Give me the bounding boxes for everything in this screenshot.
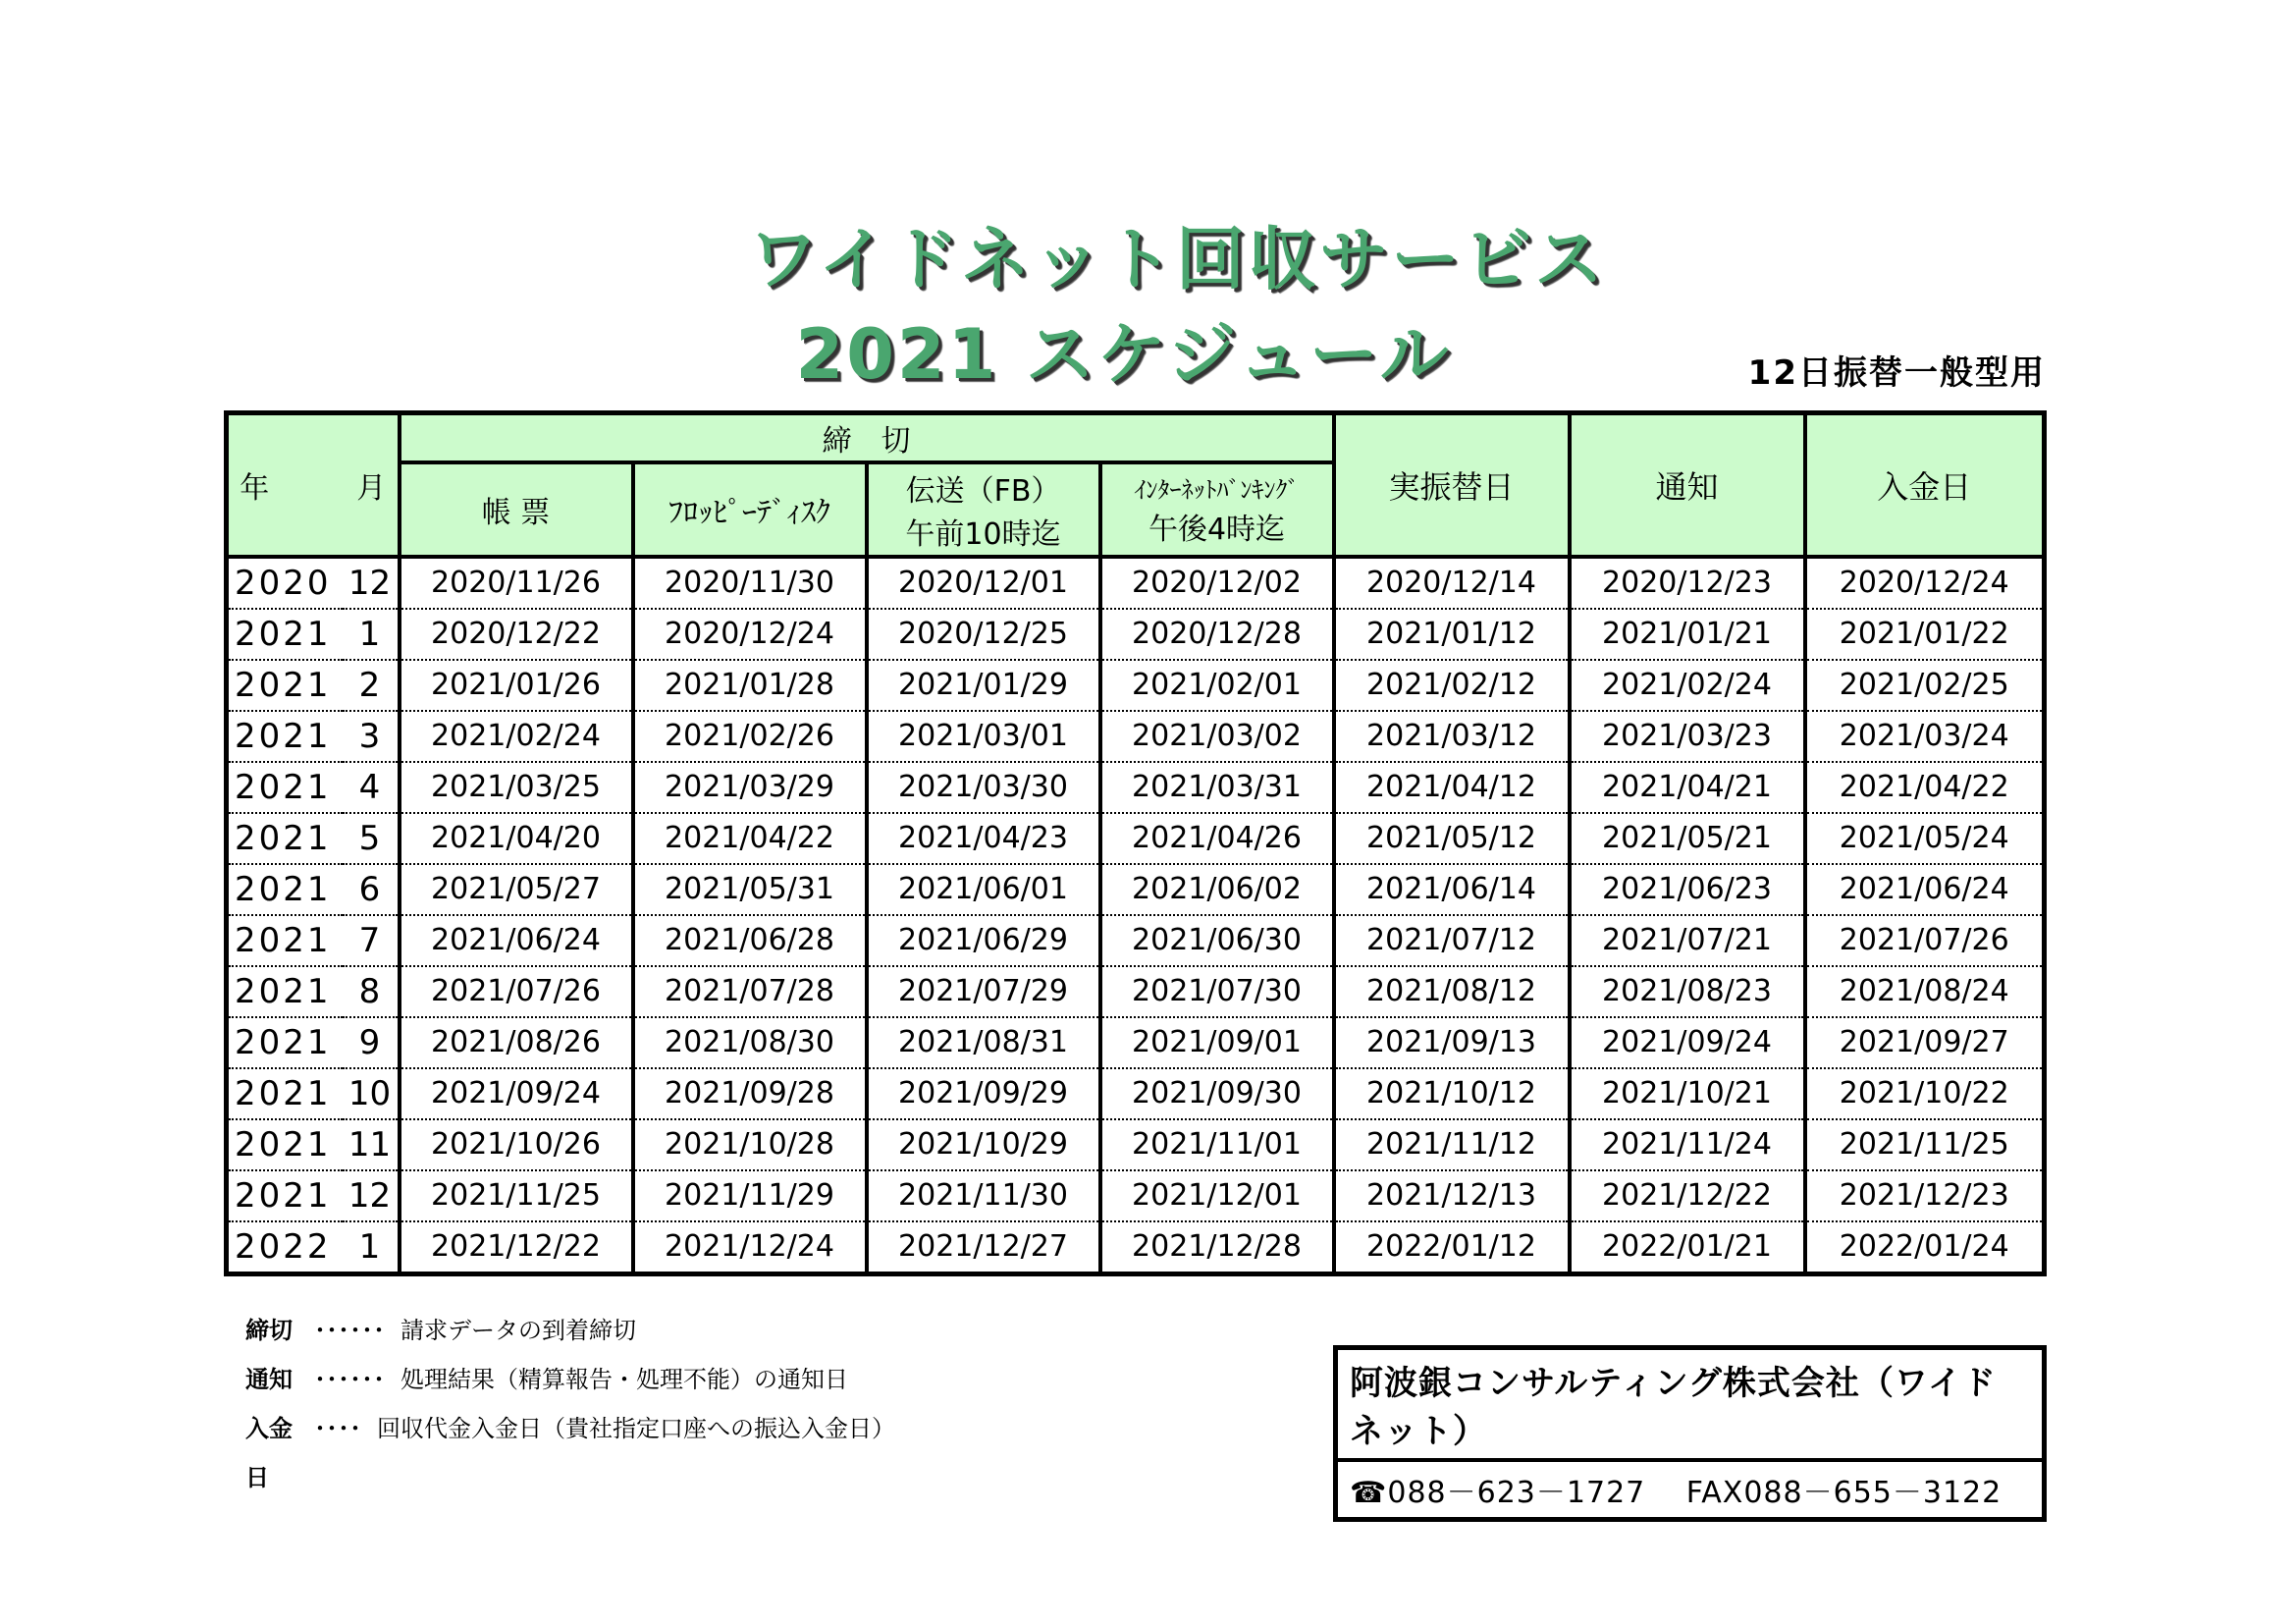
date-cell: 2021/12/23 (1805, 1170, 2045, 1221)
year-cell: 2021 (227, 1119, 343, 1170)
table-row (227, 966, 2045, 1017)
date-cell: 2020/12/24 (1805, 557, 2045, 609)
date-cell: 2021/05/27 (400, 864, 633, 915)
company-box (1333, 1345, 2047, 1522)
date-cell: 2021/07/12 (1334, 915, 1570, 966)
date-cell: 2021/06/02 (1100, 864, 1334, 915)
month-cell: 3 (343, 711, 400, 762)
month-cell: 10 (343, 1068, 400, 1119)
date-cell: 2021/03/25 (400, 762, 633, 813)
date-cell: 2021/06/24 (1805, 864, 2045, 915)
date-cell: 2022/01/12 (1334, 1221, 1570, 1274)
date-cell: 2021/03/31 (1100, 762, 1334, 813)
date-cell: 2021/09/29 (867, 1068, 1100, 1119)
month-cell: 5 (343, 813, 400, 864)
month-cell: 7 (343, 915, 400, 966)
notice-date-header: 通知 (1570, 413, 1805, 557)
month-cell: 4 (343, 762, 400, 813)
year-cell: 2021 (227, 1068, 343, 1119)
year-cell: 2021 (227, 609, 343, 660)
date-cell: 2021/08/31 (867, 1017, 1100, 1068)
date-cell: 2021/03/24 (1805, 711, 2045, 762)
date-cell: 2021/01/29 (867, 660, 1100, 711)
deadline-header-internet-time: 午後4時迄 (1148, 513, 1286, 547)
date-cell: 2021/03/29 (633, 762, 867, 813)
date-cell: 2020/12/28 (1100, 609, 1334, 660)
date-cell: 2022/01/21 (1570, 1221, 1805, 1274)
date-cell: 2021/06/23 (1570, 864, 1805, 915)
date-cell: 2021/03/02 (1100, 711, 1334, 762)
date-cell: 2021/04/21 (1570, 762, 1805, 813)
date-cell: 2021/04/20 (400, 813, 633, 864)
date-cell: 2021/03/12 (1334, 711, 1570, 762)
date-cell: 2020/11/26 (400, 557, 633, 609)
note-dots: ････ (314, 1415, 361, 1442)
date-cell: 2021/07/29 (867, 966, 1100, 1017)
deadline-header-fb (867, 462, 1100, 557)
date-cell: 2021/11/24 (1570, 1119, 1805, 1170)
month-cell: 1 (343, 609, 400, 660)
month-header-label: 月 (356, 470, 387, 506)
date-cell: 2021/03/30 (867, 762, 1100, 813)
date-cell: 2020/12/01 (867, 557, 1100, 609)
table-row (227, 711, 2045, 762)
date-cell: 2021/12/13 (1334, 1170, 1570, 1221)
date-cell: 2021/08/24 (1805, 966, 2045, 1017)
date-cell: 2021/02/26 (633, 711, 867, 762)
year-cell: 2021 (227, 813, 343, 864)
date-cell: 2021/08/12 (1334, 966, 1570, 1017)
note-notice (245, 1355, 895, 1404)
month-cell: 9 (343, 1017, 400, 1068)
month-cell: 6 (343, 864, 400, 915)
date-cell: 2021/09/24 (1570, 1017, 1805, 1068)
year-cell: 2022 (227, 1221, 343, 1274)
table-row (227, 557, 2045, 609)
page-subtitle-year: 2021 スケジュール (795, 314, 1452, 395)
deadline-group-header: 締 切 (400, 413, 1334, 462)
year-cell: 2021 (227, 864, 343, 915)
date-cell: 2021/05/31 (633, 864, 867, 915)
date-cell: 2021/02/24 (400, 711, 633, 762)
notes-legend (245, 1306, 895, 1502)
table-row (227, 813, 2045, 864)
date-cell: 2021/12/22 (400, 1221, 633, 1274)
date-cell: 2020/12/24 (633, 609, 867, 660)
table-row (227, 1221, 2045, 1274)
date-cell: 2021/04/22 (1805, 762, 2045, 813)
note-key: 通知 (245, 1366, 293, 1393)
date-cell: 2021/10/28 (633, 1119, 867, 1170)
date-cell: 2021/06/14 (1334, 864, 1570, 915)
deadline-header-internet-label: ｲﾝﾀｰﾈｯﾄﾊﾞﾝｷﾝｸﾞ (1134, 476, 1300, 504)
note-deposit (245, 1404, 895, 1502)
year-cell: 2021 (227, 915, 343, 966)
date-cell: 2021/06/24 (400, 915, 633, 966)
month-cell: 11 (343, 1119, 400, 1170)
deadline-header-fb-time: 午前10時迄 (905, 516, 1061, 552)
date-cell: 2021/09/30 (1100, 1068, 1334, 1119)
date-cell: 2021/07/26 (400, 966, 633, 1017)
table-row (227, 1068, 2045, 1119)
deadline-header-slip-label: 帳 票 (481, 495, 551, 530)
table-row (227, 915, 2045, 966)
year-month-header (227, 413, 400, 557)
date-cell: 2020/12/23 (1570, 557, 1805, 609)
date-cell: 2020/11/30 (633, 557, 867, 609)
table-row (227, 1119, 2045, 1170)
date-cell: 2021/01/22 (1805, 609, 2045, 660)
table-row (227, 660, 2045, 711)
page-title: ワイドネット回収サービス (748, 219, 1607, 299)
deadline-header-slip (400, 462, 633, 557)
date-cell: 2021/07/28 (633, 966, 867, 1017)
date-cell: 2021/07/21 (1570, 915, 1805, 966)
date-cell: 2021/05/21 (1570, 813, 1805, 864)
date-cell: 2021/10/21 (1570, 1068, 1805, 1119)
date-cell: 2021/02/24 (1570, 660, 1805, 711)
note-text: 請求データの到着締切 (400, 1317, 636, 1344)
table-row (227, 609, 2045, 660)
date-cell: 2021/01/21 (1570, 609, 1805, 660)
month-cell: 1 (343, 1221, 400, 1274)
date-cell: 2021/04/23 (867, 813, 1100, 864)
date-cell: 2021/03/01 (867, 711, 1100, 762)
date-cell: 2021/05/24 (1805, 813, 2045, 864)
date-cell: 2020/12/14 (1334, 557, 1570, 609)
table-row (227, 1017, 2045, 1068)
date-cell: 2021/10/12 (1334, 1068, 1570, 1119)
date-cell: 2021/11/29 (633, 1170, 867, 1221)
date-cell: 2021/02/25 (1805, 660, 2045, 711)
year-cell: 2021 (227, 762, 343, 813)
date-cell: 2021/03/23 (1570, 711, 1805, 762)
date-cell: 2021/09/01 (1100, 1017, 1334, 1068)
date-cell: 2021/11/25 (1805, 1119, 2045, 1170)
date-cell: 2020/12/02 (1100, 557, 1334, 609)
note-dots: ･･････ (314, 1366, 385, 1393)
date-cell: 2021/11/12 (1334, 1119, 1570, 1170)
transfer-date-header: 実振替日 (1334, 413, 1570, 557)
date-cell: 2021/12/24 (633, 1221, 867, 1274)
year-header-label: 年 (240, 470, 270, 506)
deadline-header-floppy (633, 462, 867, 557)
note-key: 締切 (245, 1317, 293, 1344)
date-cell: 2021/09/13 (1334, 1017, 1570, 1068)
note-key: 入金日 (245, 1415, 293, 1491)
date-cell: 2021/08/23 (1570, 966, 1805, 1017)
year-cell: 2020 (227, 557, 343, 609)
date-cell: 2021/06/28 (633, 915, 867, 966)
month-cell: 2 (343, 660, 400, 711)
schedule-type-label: 12日振替一般型用 (1747, 353, 2046, 393)
note-text: 回収代金入金日（貴社指定口座への振込入金日） (377, 1415, 895, 1442)
year-cell: 2021 (227, 711, 343, 762)
date-cell: 2020/12/22 (400, 609, 633, 660)
date-cell: 2021/05/12 (1334, 813, 1570, 864)
date-cell: 2021/12/28 (1100, 1221, 1334, 1274)
date-cell: 2021/04/26 (1100, 813, 1334, 864)
year-cell: 2021 (227, 1017, 343, 1068)
date-cell: 2021/02/01 (1100, 660, 1334, 711)
date-cell: 2021/10/26 (400, 1119, 633, 1170)
date-cell: 2021/01/26 (400, 660, 633, 711)
date-cell: 2021/08/26 (400, 1017, 633, 1068)
deadline-header-fb-label: 伝送（FB） (905, 473, 1061, 509)
date-cell: 2021/11/01 (1100, 1119, 1334, 1170)
note-text: 処理結果（精算報告・処理不能）の通知日 (400, 1366, 848, 1393)
date-cell: 2021/10/22 (1805, 1068, 2045, 1119)
date-cell: 2021/02/12 (1334, 660, 1570, 711)
date-cell: 2021/04/12 (1334, 762, 1570, 813)
date-cell: 2021/09/28 (633, 1068, 867, 1119)
date-cell: 2021/09/27 (1805, 1017, 2045, 1068)
deposit-date-header: 入金日 (1805, 413, 2045, 557)
date-cell: 2020/12/25 (867, 609, 1100, 660)
date-cell: 2021/11/30 (867, 1170, 1100, 1221)
date-cell: 2021/09/24 (400, 1068, 633, 1119)
date-cell: 2021/07/30 (1100, 966, 1334, 1017)
deadline-header-internet (1100, 462, 1334, 557)
schedule-table (224, 410, 2047, 1276)
month-cell: 12 (343, 557, 400, 609)
year-cell: 2021 (227, 966, 343, 1017)
date-cell: 2021/04/22 (633, 813, 867, 864)
date-cell: 2021/06/29 (867, 915, 1100, 966)
table-row (227, 864, 2045, 915)
date-cell: 2021/12/01 (1100, 1170, 1334, 1221)
month-cell: 8 (343, 966, 400, 1017)
table-row (227, 762, 2045, 813)
date-cell: 2021/06/01 (867, 864, 1100, 915)
date-cell: 2021/08/30 (633, 1017, 867, 1068)
company-contact: ☎088－623－1727 FAX088－655－3122 (1350, 1476, 2002, 1510)
date-cell: 2021/07/26 (1805, 915, 2045, 966)
date-cell: 2021/10/29 (867, 1119, 1100, 1170)
year-cell: 2021 (227, 660, 343, 711)
date-cell: 2021/12/27 (867, 1221, 1100, 1274)
deadline-header-floppy-label: ﾌﾛｯﾋﾟｰﾃﾞｨｽｸ (668, 495, 830, 530)
table-row (227, 1170, 2045, 1221)
year-cell: 2021 (227, 1170, 343, 1221)
date-cell: 2021/11/25 (400, 1170, 633, 1221)
company-name: 阿波銀コンサルティング株式会社（ワイドネット） (1338, 1350, 2042, 1462)
note-deadline (245, 1306, 895, 1355)
date-cell: 2021/01/12 (1334, 609, 1570, 660)
date-cell: 2022/01/24 (1805, 1221, 2045, 1274)
date-cell: 2021/06/30 (1100, 915, 1334, 966)
month-cell: 12 (343, 1170, 400, 1221)
note-dots: ･･････ (314, 1317, 385, 1344)
date-cell: 2021/12/22 (1570, 1170, 1805, 1221)
date-cell: 2021/01/28 (633, 660, 867, 711)
